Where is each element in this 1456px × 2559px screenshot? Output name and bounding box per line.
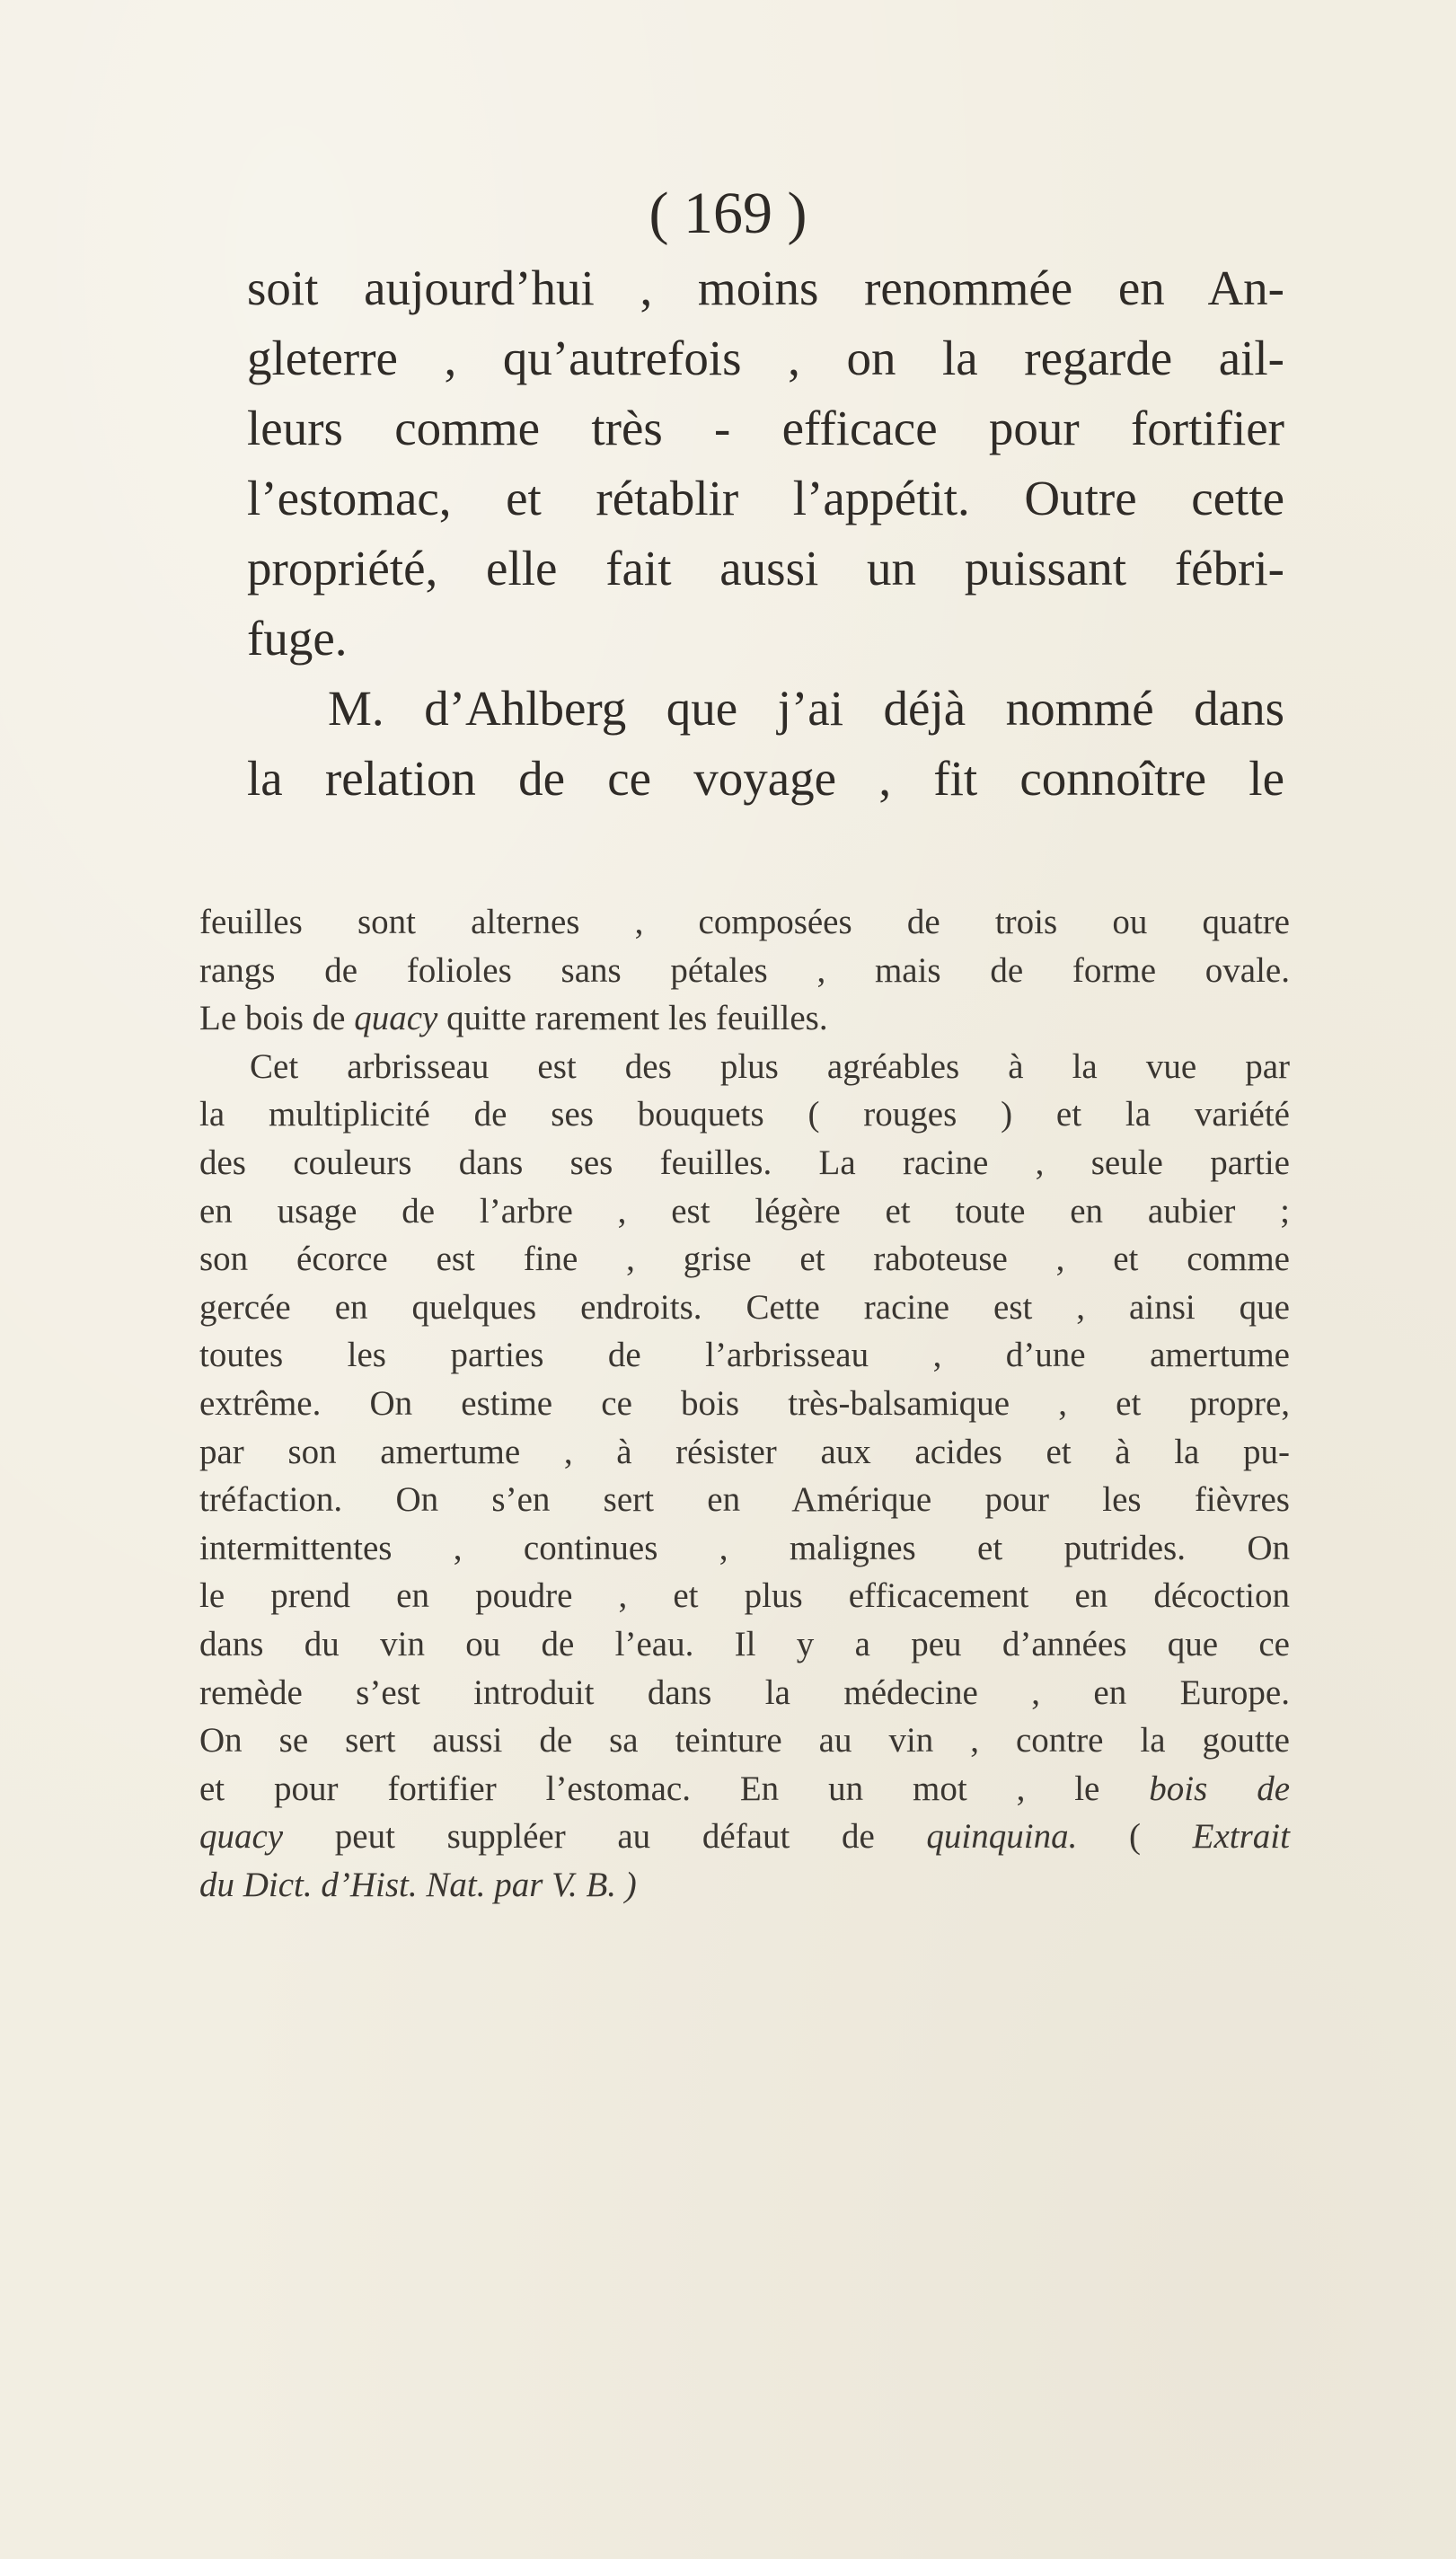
footnote-line: On se sert aussi de sa teinture au vin , contre la goutte <box>199 1721 1290 1760</box>
main-text-line: soit aujourd’hui , moins renommée en An- <box>247 260 1284 315</box>
footnote-text: peut suppléer au défaut de <box>283 1817 927 1857</box>
footnote-line <box>199 1765 1290 1813</box>
footnote-line: son écorce est fine , grise et raboteuse , et comme <box>199 1240 1290 1279</box>
footnote-line: en usage de l’arbre , est légère et toute en aubier ; <box>199 1191 1290 1231</box>
footnote-line: du Dict. d’Hist. Nat. par V. B. ) <box>199 1865 637 1904</box>
footnote-line: extrême. On estime ce bois très-balsamique , et propre, <box>199 1383 1290 1423</box>
footnote-line: feuilles sont alternes , composées de trois ou quatre <box>199 903 1290 941</box>
footnote-line: des couleurs dans ses feuilles. La racine , seule partie <box>199 1143 1290 1182</box>
main-text-line: M. d’Ahlberg que j’ai déjà nommé dans <box>328 681 1284 736</box>
italic-term: quinquina. <box>926 1817 1078 1857</box>
footnote-line: la multiplicité de ses bouquets ( rouges ) et la variété <box>199 1095 1290 1134</box>
italic-term: Extrait <box>1192 1817 1290 1857</box>
italic-term: bois de <box>1149 1769 1291 1808</box>
page-number: ( 169 ) <box>649 181 807 246</box>
italic-term: quacy <box>354 999 438 1038</box>
main-text-line: l’estomac, et rétablir l’appétit. Outre cette <box>247 471 1284 525</box>
footnote-line: dans du vin ou de l’eau. Il y a peu d’années que ce <box>199 1624 1290 1663</box>
footnote-text: quitte rarement les feuilles. <box>437 999 828 1038</box>
footnote-line: Cet arbrisseau est des plus agréables à la vue par <box>250 1046 1290 1086</box>
main-text-line: propriété, elle fait aussi un puissant fébri- <box>247 541 1284 596</box>
footnote-text: ( <box>1077 1817 1193 1857</box>
footnote-line: rangs de folioles sans pétales , mais de forme ovale. <box>199 950 1290 990</box>
main-text-line: fuge. <box>247 611 348 666</box>
main-text-line: gleterre , qu’autrefois , on la regarde ail- <box>247 331 1284 385</box>
main-text-line: leurs comme très - efficace pour fortifier <box>247 401 1284 455</box>
footnote-block <box>199 898 1290 1909</box>
footnote-line: le prend en poudre , et plus efficacement en décoction <box>199 1576 1290 1616</box>
main-text-block <box>247 253 1284 814</box>
main-text-line: la relation de ce voyage , fit connoître le <box>247 751 1284 806</box>
italic-term: quacy <box>199 1817 284 1857</box>
footnote-line: remède s’est introduit dans la médecine , en Europe. <box>199 1672 1290 1712</box>
footnote-text: Le bois de <box>199 999 355 1038</box>
footnote-line: gercée en quelques endroits. Cette racine est , ainsi que <box>199 1287 1290 1327</box>
footnote-line: toutes les parties de l’arbrisseau , d’une amertume <box>199 1336 1290 1375</box>
footnote-text: et pour fortifier l’estomac. En un mot , le <box>199 1769 1150 1808</box>
footnote-line <box>199 1813 1290 1861</box>
footnote-line <box>199 994 1290 1043</box>
footnote-line: par son amertume , à résister aux acides et à la pu- <box>199 1432 1290 1471</box>
footnote-line: intermittentes , continues , malignes et putrides. On <box>199 1528 1290 1567</box>
footnote-line: tréfaction. On s’en sert en Amérique pour les fièvres <box>199 1480 1290 1520</box>
